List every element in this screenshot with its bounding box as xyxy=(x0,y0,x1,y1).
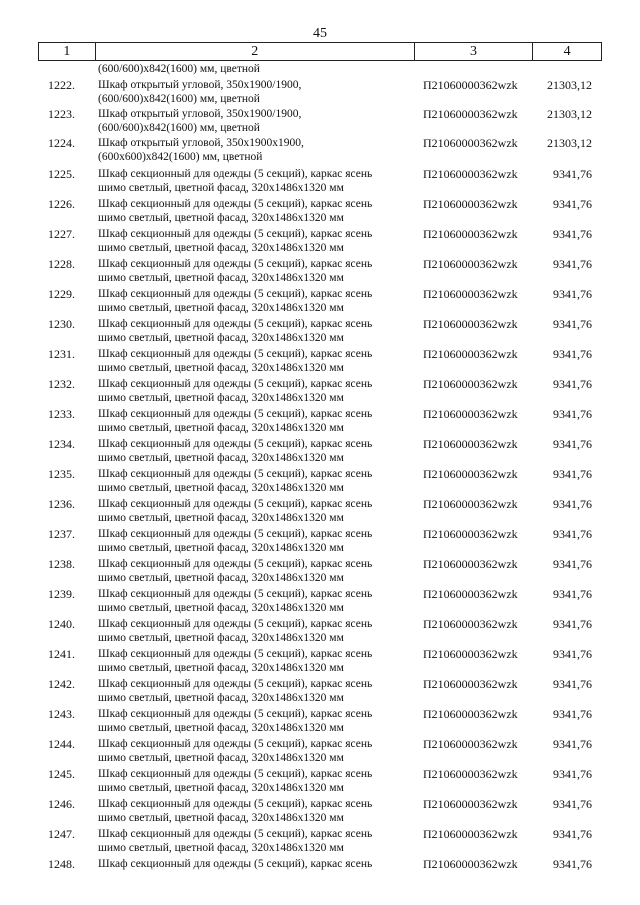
description-line: Шкаф открытый угловой, 350x1900/1900, xyxy=(98,108,302,120)
description-line: шимо светлый, цветной фасад, 320x1486x1320 мм xyxy=(98,692,344,704)
row-description xyxy=(98,167,416,195)
description-line: шимо светлый, цветной фасад, 320x1486x1320 мм xyxy=(98,722,344,734)
description-line: шимо светлый, цветной фасад, 320x1486x1320 мм xyxy=(98,242,344,254)
row-description xyxy=(98,227,416,255)
row-price: 9341,76 xyxy=(553,587,592,601)
column-header-2: 2 xyxy=(95,43,414,60)
description-line: шимо светлый, цветной фасад, 320x1486x1320 мм xyxy=(98,542,344,554)
row-code: П21060000362wzk xyxy=(423,167,518,181)
row-price: 9341,76 xyxy=(553,527,592,541)
description-line: Шкаф секционный для одежды (5 секций), каркас ясень xyxy=(98,678,373,690)
row-number: 1247. xyxy=(48,827,75,841)
row-code: П21060000362wzk xyxy=(423,467,518,481)
row-description xyxy=(98,287,416,315)
description-line: шимо светлый, цветной фасад, 320x1486x1320 мм xyxy=(98,482,344,494)
row-number: 1244. xyxy=(48,737,75,751)
description-line: Шкаф секционный для одежды (5 секций), каркас ясень xyxy=(98,798,373,810)
row-price: 9341,76 xyxy=(553,197,592,211)
row-description xyxy=(98,557,416,585)
row-number: 1242. xyxy=(48,677,75,691)
description-line: шимо светлый, цветной фасад, 320x1486x1320 мм xyxy=(98,842,344,854)
description-line: шимо светлый, цветной фасад, 320x1486x1320 мм xyxy=(98,362,344,374)
table-row xyxy=(0,827,640,857)
table-row xyxy=(0,167,640,197)
row-code: П21060000362wzk xyxy=(423,377,518,391)
row-price: 9341,76 xyxy=(553,167,592,181)
row-number: 1239. xyxy=(48,587,75,601)
table-row xyxy=(0,197,640,227)
row-description xyxy=(98,617,416,645)
table-row xyxy=(0,287,640,317)
description-line: Шкаф открытый угловой, 350x1900/1900, xyxy=(98,79,302,91)
column-header-4: 4 xyxy=(532,43,602,60)
table-row xyxy=(0,437,640,467)
row-price: 21303,12 xyxy=(547,136,592,150)
row-description xyxy=(98,136,416,164)
row-description xyxy=(98,767,416,795)
row-number: 1233. xyxy=(48,407,75,421)
description-line: шимо светлый, цветной фасад, 320x1486x1320 мм xyxy=(98,602,344,614)
row-code: П21060000362wzk xyxy=(423,347,518,361)
description-line: шимо светлый, цветной фасад, 320x1486x1320 мм xyxy=(98,572,344,584)
row-price: 9341,76 xyxy=(553,557,592,571)
description-line: Шкаф секционный для одежды (5 секций), каркас ясень xyxy=(98,618,373,630)
description-line: Шкаф секционный для одежды (5 секций), каркас ясень xyxy=(98,708,373,720)
table-row xyxy=(0,587,640,617)
row-code: П21060000362wzk xyxy=(423,827,518,841)
row-price: 9341,76 xyxy=(553,617,592,631)
description-line: Шкаф секционный для одежды (5 секций), каркас ясень xyxy=(98,288,373,300)
table-row xyxy=(0,377,640,407)
row-price: 9341,76 xyxy=(553,767,592,781)
row-code: П21060000362wzk xyxy=(423,737,518,751)
row-code: П21060000362wzk xyxy=(423,527,518,541)
row-price: 9341,76 xyxy=(553,407,592,421)
row-description xyxy=(98,647,416,675)
description-line: Шкаф секционный для одежды (5 секций), каркас ясень xyxy=(98,468,373,480)
row-number: 1234. xyxy=(48,437,75,451)
description-line: Шкаф секционный для одежды (5 секций), каркас ясень xyxy=(98,378,373,390)
table-row xyxy=(0,617,640,647)
row-price: 9341,76 xyxy=(553,377,592,391)
table-row xyxy=(0,677,640,707)
table-row xyxy=(0,407,640,437)
row-number: 1228. xyxy=(48,257,75,271)
row-number: 1237. xyxy=(48,527,75,541)
table-row xyxy=(0,227,640,257)
description-line: шимо светлый, цветной фасад, 320x1486x1320 мм xyxy=(98,752,344,764)
row-number: 1229. xyxy=(48,287,75,301)
row-code: П21060000362wzk xyxy=(423,647,518,661)
row-number: 1231. xyxy=(48,347,75,361)
description-line: шимо светлый, цветной фасад, 320x1486x1320 мм xyxy=(98,632,344,644)
row-code: П21060000362wzk xyxy=(423,677,518,691)
row-price: 9341,76 xyxy=(553,257,592,271)
table-row xyxy=(0,737,640,767)
row-code: П21060000362wzk xyxy=(423,557,518,571)
page-number: 45 xyxy=(313,26,327,41)
row-code: П21060000362wzk xyxy=(423,78,518,92)
row-code: П21060000362wzk xyxy=(423,197,518,211)
description-line: шимо светлый, цветной фасад, 320x1486x1320 мм xyxy=(98,422,344,434)
row-number: 1245. xyxy=(48,767,75,781)
row-price: 9341,76 xyxy=(553,857,592,871)
description-line: Шкаф секционный для одежды (5 секций), каркас ясень xyxy=(98,648,373,660)
description-line: Шкаф секционный для одежды (5 секций), каркас ясень xyxy=(98,408,373,420)
description-line: (600/600)x842(1600) мм, цветной xyxy=(98,93,260,105)
row-price: 9341,76 xyxy=(553,677,592,691)
description-line: Шкаф секционный для одежды (5 секций), каркас ясень xyxy=(98,438,373,450)
row-price: 9341,76 xyxy=(553,737,592,751)
description-line: шимо светлый, цветной фасад, 320x1486x1320 мм xyxy=(98,182,344,194)
table-body xyxy=(0,78,640,877)
description-line: шимо светлый, цветной фасад, 320x1486x1320 мм xyxy=(98,512,344,524)
row-code: П21060000362wzk xyxy=(423,497,518,511)
table-row xyxy=(0,347,640,377)
row-description xyxy=(98,797,416,825)
row-number: 1236. xyxy=(48,497,75,511)
row-code: П21060000362wzk xyxy=(423,107,518,121)
row-number: 1243. xyxy=(48,707,75,721)
row-number: 1238. xyxy=(48,557,75,571)
description-line: Шкаф секционный для одежды (5 секций), каркас ясень xyxy=(98,558,373,570)
row-number: 1223. xyxy=(48,107,75,121)
table-row xyxy=(0,527,640,557)
column-header-3: 3 xyxy=(414,43,533,60)
description-line: шимо светлый, цветной фасад, 320x1486x1320 мм xyxy=(98,212,344,224)
description-line: шимо светлый, цветной фасад, 320x1486x1320 мм xyxy=(98,662,344,674)
row-price: 9341,76 xyxy=(553,797,592,811)
row-number: 1225. xyxy=(48,167,75,181)
description-line: Шкаф секционный для одежды (5 секций), каркас ясень xyxy=(98,768,373,780)
row-description xyxy=(98,527,416,555)
row-description xyxy=(98,587,416,615)
row-price: 9341,76 xyxy=(553,317,592,331)
row-price: 9341,76 xyxy=(553,497,592,511)
table-row xyxy=(0,767,640,797)
row-price: 9341,76 xyxy=(553,647,592,661)
table-row xyxy=(0,707,640,737)
row-number: 1227. xyxy=(48,227,75,241)
row-number: 1222. xyxy=(48,78,75,92)
row-code: П21060000362wzk xyxy=(423,407,518,421)
description-line: шимо светлый, цветной фасад, 320x1486x1320 мм xyxy=(98,272,344,284)
description-line: шимо светлый, цветной фасад, 320x1486x1320 мм xyxy=(98,812,344,824)
description-line: (600x600)x842(1600) мм, цветной xyxy=(98,151,263,163)
row-price: 9341,76 xyxy=(553,707,592,721)
description-line: Шкаф секционный для одежды (5 секций), каркас ясень xyxy=(98,498,373,510)
row-description xyxy=(98,197,416,225)
description-line: шимо светлый, цветной фасад, 320x1486x1320 мм xyxy=(98,302,344,314)
row-description xyxy=(98,707,416,735)
row-code: П21060000362wzk xyxy=(423,857,518,871)
row-description xyxy=(98,377,416,405)
row-price: 9341,76 xyxy=(553,347,592,361)
row-number: 1226. xyxy=(48,197,75,211)
row-price: 9341,76 xyxy=(553,227,592,241)
row-description xyxy=(98,827,416,855)
row-price: 21303,12 xyxy=(547,107,592,121)
row-code: П21060000362wzk xyxy=(423,587,518,601)
description-line: Шкаф секционный для одежды (5 секций), каркас ясень xyxy=(98,228,373,240)
row-code: П21060000362wzk xyxy=(423,797,518,811)
description-line: Шкаф секционный для одежды (5 секций), каркас ясень xyxy=(98,168,373,180)
row-price: 21303,12 xyxy=(547,78,592,92)
table-row xyxy=(0,257,640,287)
description-line: Шкаф секционный для одежды (5 секций), каркас ясень xyxy=(98,738,373,750)
column-header-1: 1 xyxy=(38,43,95,60)
description-line: шимо светлый, цветной фасад, 320x1486x1320 мм xyxy=(98,392,344,404)
table-row xyxy=(0,78,640,107)
row-description xyxy=(98,437,416,465)
row-code: П21060000362wzk xyxy=(423,317,518,331)
row-description xyxy=(98,407,416,435)
row-description xyxy=(98,257,416,285)
description-line: Шкаф секционный для одежды (5 секций), каркас ясень xyxy=(98,828,373,840)
row-number: 1224. xyxy=(48,136,75,150)
table-row xyxy=(0,557,640,587)
row-code: П21060000362wzk xyxy=(423,257,518,271)
row-number: 1246. xyxy=(48,797,75,811)
row-description xyxy=(98,737,416,765)
table-row xyxy=(0,857,640,877)
table-row xyxy=(0,797,640,827)
row-description xyxy=(98,857,416,871)
row-price: 9341,76 xyxy=(553,467,592,481)
table-row xyxy=(0,467,640,497)
description-line: шимо светлый, цветной фасад, 320x1486x1320 мм xyxy=(98,782,344,794)
row-number: 1230. xyxy=(48,317,75,331)
description-line: шимо светлый, цветной фасад, 320x1486x1320 мм xyxy=(98,332,344,344)
description-line: Шкаф секционный для одежды (5 секций), каркас ясень xyxy=(98,858,373,870)
row-price: 9341,76 xyxy=(553,437,592,451)
row-number: 1240. xyxy=(48,617,75,631)
row-code: П21060000362wzk xyxy=(423,707,518,721)
row-number: 1235. xyxy=(48,467,75,481)
table-row xyxy=(0,647,640,677)
table-row xyxy=(0,317,640,347)
row-code: П21060000362wzk xyxy=(423,767,518,781)
description-line: Шкаф секционный для одежды (5 секций), каркас ясень xyxy=(98,348,373,360)
row-code: П21060000362wzk xyxy=(423,617,518,631)
description-line: Шкаф открытый угловой, 350x1900x1900, xyxy=(98,137,304,149)
description-line: Шкаф секционный для одежды (5 секций), каркас ясень xyxy=(98,588,373,600)
description-line: Шкаф секционный для одежды (5 секций), каркас ясень xyxy=(98,258,373,270)
row-description xyxy=(98,497,416,525)
description-line: Шкаф секционный для одежды (5 секций), каркас ясень xyxy=(98,198,373,210)
row-code: П21060000362wzk xyxy=(423,437,518,451)
row-price: 9341,76 xyxy=(553,827,592,841)
row-description xyxy=(98,78,416,106)
row-code: П21060000362wzk xyxy=(423,136,518,150)
table-row xyxy=(0,497,640,527)
carryover-text: (600/600)x842(1600) мм, цветной xyxy=(98,63,260,75)
description-line: шимо светлый, цветной фасад, 320x1486x1320 мм xyxy=(98,452,344,464)
row-description xyxy=(98,347,416,375)
row-description xyxy=(98,467,416,495)
row-description xyxy=(98,677,416,705)
description-line: Шкаф секционный для одежды (5 секций), каркас ясень xyxy=(98,528,373,540)
row-price: 9341,76 xyxy=(553,287,592,301)
row-number: 1232. xyxy=(48,377,75,391)
row-number: 1241. xyxy=(48,647,75,661)
row-description xyxy=(98,317,416,345)
row-code: П21060000362wzk xyxy=(423,227,518,241)
table-row xyxy=(0,107,640,136)
row-number: 1248. xyxy=(48,857,75,871)
description-line: (600/600)x842(1600) мм, цветной xyxy=(98,122,260,134)
description-line: Шкаф секционный для одежды (5 секций), каркас ясень xyxy=(98,318,373,330)
table-row xyxy=(0,136,640,167)
row-code: П21060000362wzk xyxy=(423,287,518,301)
row-description xyxy=(98,107,416,135)
table-header xyxy=(38,42,602,61)
